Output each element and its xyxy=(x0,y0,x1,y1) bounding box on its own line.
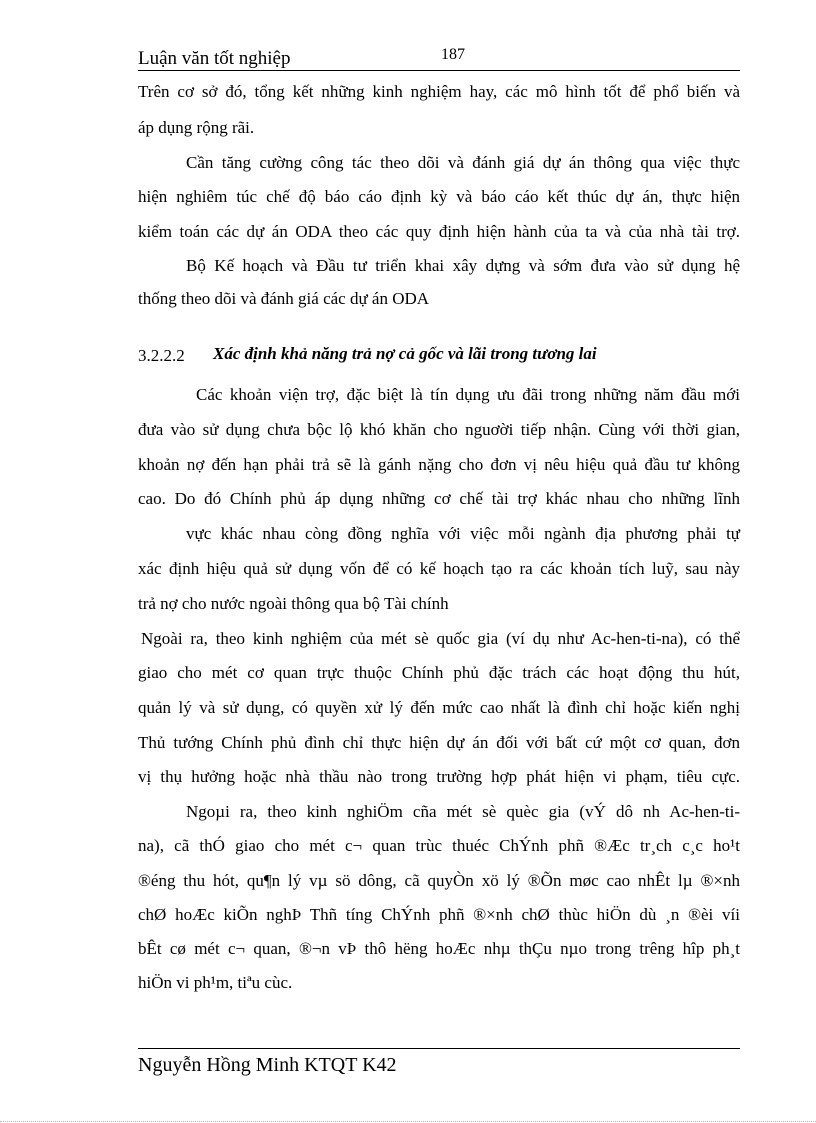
body-line: Ngoµi ra, theo kinh nghiÖm cña mét sè quèc gia (vÝ dô nh Ac-hen-ti- xyxy=(186,802,740,821)
footer-author: Nguyễn Hồng Minh KTQT K42 xyxy=(138,1054,397,1076)
body-line: xác định hiệu quả sử dụng vốn để có kế hoạch tạo ra các khoản tích luỹ, sau này xyxy=(138,559,740,578)
body-line: Cần tăng cường công tác theo dõi và đánh giá dự án thông qua việc thực xyxy=(186,153,740,172)
body-line: cao. Do đó Chính phủ áp dụng những cơ chế tài trợ khác nhau cho những lĩnh xyxy=(138,489,740,508)
body-line: thống theo dõi và đánh giá các dự án ODA xyxy=(138,289,430,308)
section-heading: Xác định khả năng trả nợ cả gốc và lãi trong tương lai xyxy=(213,344,597,363)
footer-rule xyxy=(138,1048,740,1049)
body-line: chØ hoÆc kiÕn nghÞ Thñ tíng ChÝnh phñ ®×nh chØ thùc hiÖn dù ¸n ®èi víi xyxy=(138,905,740,924)
page-header xyxy=(138,46,740,71)
body-line: khoản nợ đến hạn phải trả sẽ là gánh nặng cho đơn vị nêu hiệu quả đầu tư không xyxy=(138,455,740,474)
body-line: giao cho mét cơ quan trực thuộc Chính phủ đặc trách các hoạt động thu hút, xyxy=(138,663,740,682)
page-number: 187 xyxy=(441,46,465,63)
section-number: 3.2.2.2 xyxy=(138,346,185,365)
body-line: vực khác nhau còng đồng nghĩa với việc mỗi ngành địa phương phải tự xyxy=(186,524,740,543)
body-line: quản lý và sử dụng, có quyền xử lý đến mức cao nhất là đình chỉ hoặc kiến nghị xyxy=(138,698,740,717)
body-line: Thủ tướng Chính phủ đình chỉ thực hiện dự án đối với bất cứ một cơ quan, đơn xyxy=(138,733,740,752)
body-line: Các khoản viện trợ, đặc biệt là tín dụng ưu đãi trong những năm đầu mới xyxy=(196,385,740,404)
body-line: trả nợ cho nước ngoài thông qua bộ Tài chính xyxy=(138,594,449,613)
body-line: hiện nghiêm túc chế độ báo cáo định kỳ và báo cáo kết thúc dự án, thực hiện xyxy=(138,187,740,206)
body-line: kiểm toán các dự án ODA theo các quy định hiện hành của ta và của nhà tài trợ. xyxy=(138,222,740,241)
body-line: ®éng thu hót, qu¶n lý vµ sö dông, cã quyÒn xö lý ®Õn møc cao nhÊt lµ ®×nh xyxy=(138,871,740,890)
body-line: vị thụ hưởng hoặc nhà thầu nào trong trường hợp phát hiện vi phạm, tiêu cực. xyxy=(138,767,740,786)
body-line: đưa vào sử dụng chưa bộc lộ khó khăn cho nguơời tiếp nhận. Cùng với thời gian, xyxy=(138,420,740,439)
body-line: Ngoài ra, theo kinh nghiệm của mét sè quốc gia (ví dụ như Ac-hen-ti-na), có thể xyxy=(141,629,740,648)
body-line: Bộ Kế hoạch và Đầu tư triển khai xây dựng và sớm đưa vào sử dụng hệ xyxy=(186,256,740,275)
header-title: Luận văn tốt nghiệp xyxy=(138,48,291,69)
body-line: Trên cơ sở đó, tổng kết những kinh nghiệm hay, các mô hình tốt để phổ biến và xyxy=(138,82,740,101)
body-line: hiÖn vi ph¹m, tiªu cùc. xyxy=(138,973,293,992)
body-line: áp dụng rộng rãi. xyxy=(138,118,255,137)
page-edge xyxy=(0,1121,816,1122)
body-line: na), cã thÓ giao cho mét c¬ quan trùc thuéc ChÝnh phñ ®Æc tr¸ch c¸c ho¹t xyxy=(138,836,740,855)
body-line: bÊt cø mét c¬ quan, ®¬n vÞ thô hëng hoÆc nhµ thÇu nµo trong trêng hîp ph¸t xyxy=(138,939,740,958)
